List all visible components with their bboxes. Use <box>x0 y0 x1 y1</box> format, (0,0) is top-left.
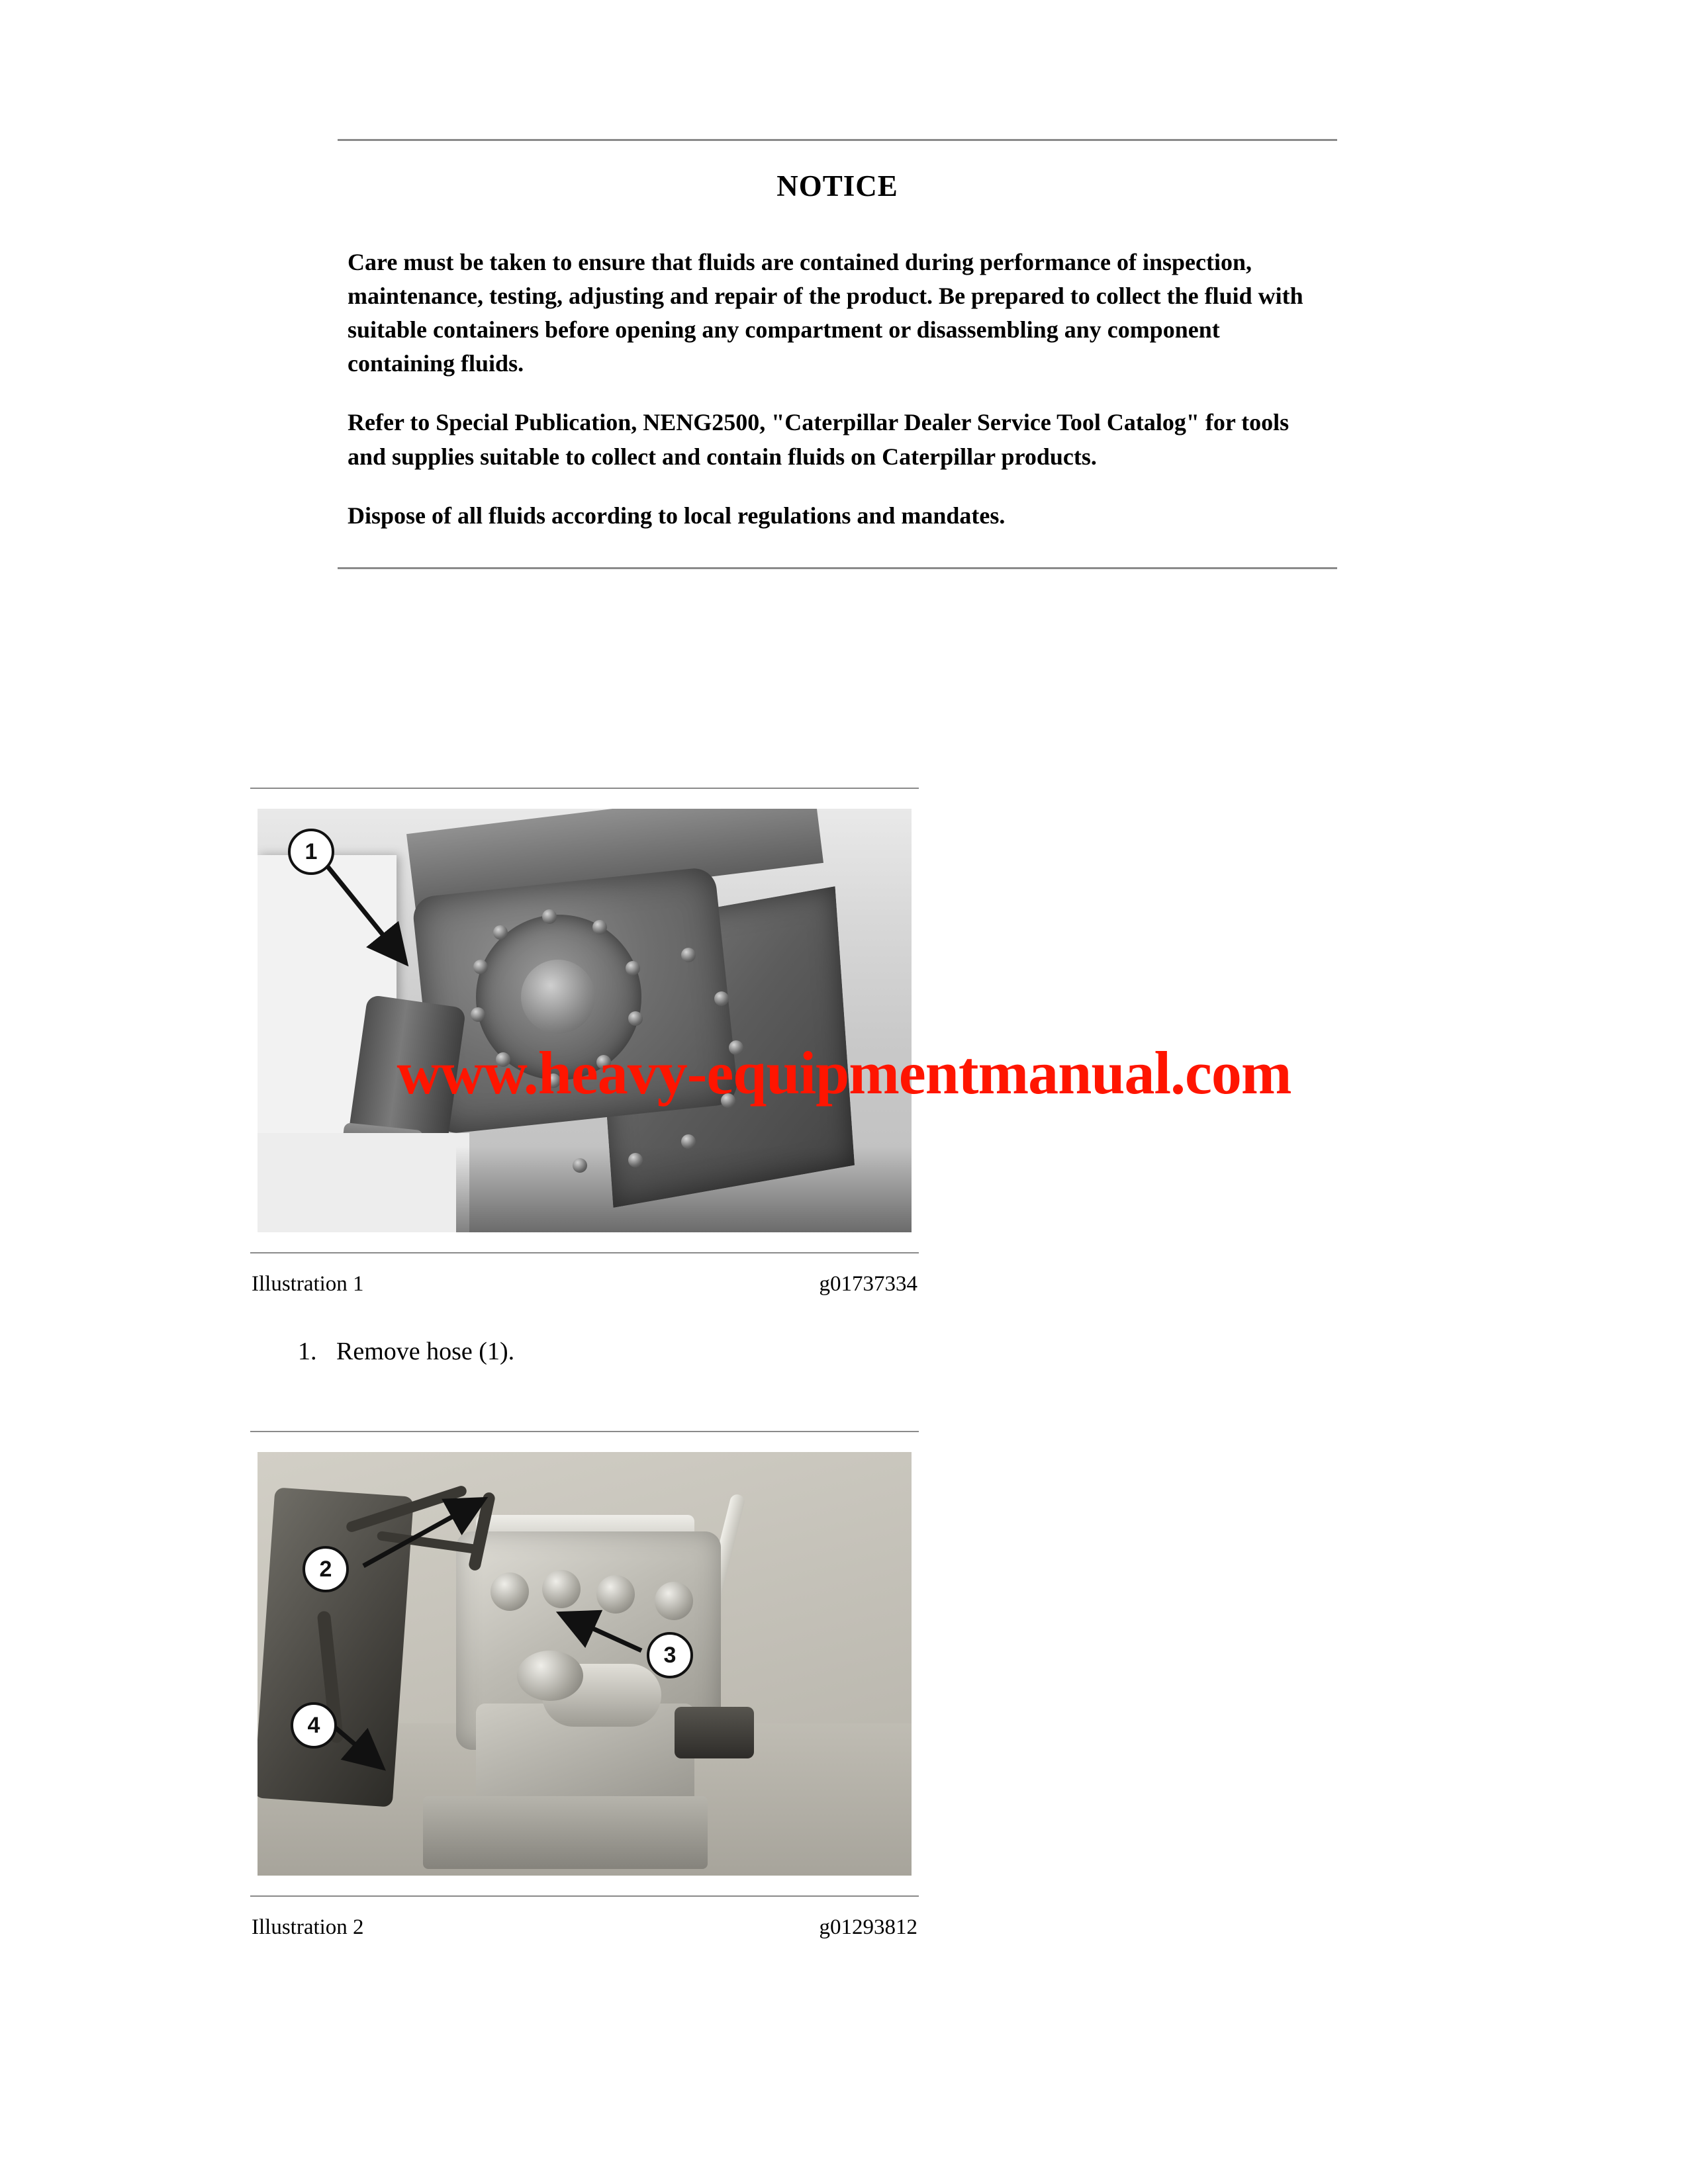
figure-1-image-wrap <box>250 809 919 1232</box>
figure-2-image-wrap <box>250 1452 919 1876</box>
callout-3: 3 <box>647 1632 693 1678</box>
photo-shadow <box>456 1146 912 1232</box>
solenoid-part-3 <box>675 1707 754 1758</box>
pump-cap <box>655 1582 693 1620</box>
step-1-number: 1. <box>298 1338 317 1365</box>
figure-2-caption <box>250 1915 919 1940</box>
figure-2-caption-label: Illustration 2 <box>252 1915 364 1939</box>
housing-hub <box>521 960 595 1034</box>
bolt <box>626 961 640 976</box>
notice-block <box>338 139 1337 569</box>
bolt <box>542 909 557 924</box>
step-item-1 <box>298 1337 514 1366</box>
pump-cap <box>491 1572 529 1611</box>
bolt <box>681 1134 696 1149</box>
pump-round-port <box>517 1651 583 1701</box>
bolt <box>471 1007 485 1022</box>
figure-1-photo <box>258 809 912 1232</box>
bolt <box>714 991 729 1006</box>
callout-4: 4 <box>291 1702 337 1749</box>
white-panel-bottom <box>258 1133 469 1232</box>
figure-2-top-rule <box>250 1431 919 1432</box>
watermark-text: www.heavy-equipmentmanual.com <box>397 1039 1291 1107</box>
pump-cap <box>596 1575 635 1614</box>
figure-2-caption-id: g01293812 <box>819 1915 917 1939</box>
notice-body <box>338 246 1337 533</box>
figure-2-bottom-rule <box>250 1895 919 1897</box>
bolt <box>592 920 607 934</box>
figure-illustration-2 <box>250 1431 919 1940</box>
pump-mounting-base <box>423 1796 708 1869</box>
bolt <box>573 1158 587 1173</box>
figure-2-photo <box>258 1452 912 1876</box>
bolt <box>628 1011 643 1026</box>
bolt <box>628 1153 643 1167</box>
pump-cap <box>542 1570 581 1608</box>
callout-1: 1 <box>288 829 334 875</box>
step-1-text: Remove hose (1). <box>336 1338 515 1365</box>
notice-paragraph-3: Dispose of all fluids according to local regulations and mandates. <box>348 502 1006 529</box>
notice-title: NOTICE <box>776 169 898 203</box>
figure-1-caption-label: Illustration 1 <box>252 1272 364 1296</box>
notice-top-rule <box>338 139 1337 141</box>
callout-2: 2 <box>303 1546 349 1592</box>
figure-1-caption <box>250 1272 919 1297</box>
notice-bottom-rule <box>338 567 1337 569</box>
figure-1-caption-id: g01737334 <box>819 1272 917 1296</box>
figure-1-top-rule <box>250 788 919 789</box>
figure-1-bottom-rule <box>250 1252 919 1253</box>
bolt <box>681 948 696 962</box>
bolt <box>473 960 488 974</box>
notice-paragraph-1: Care must be taken to ensure that fluids are contained during performance of inspection, maintenance, testing, adjusting and repair of the product. Be prepared to collect the fluid with suitable containers before opening any compartment or disassembling any component containing fluids. <box>348 249 1303 377</box>
bolt <box>493 925 508 940</box>
notice-paragraph-2: Refer to Special Publication, NENG2500, "Caterpillar Dealer Service Tool Catalog" for tools and supplies suitable to collect and contain fluids on Caterpillar products. <box>348 409 1289 470</box>
